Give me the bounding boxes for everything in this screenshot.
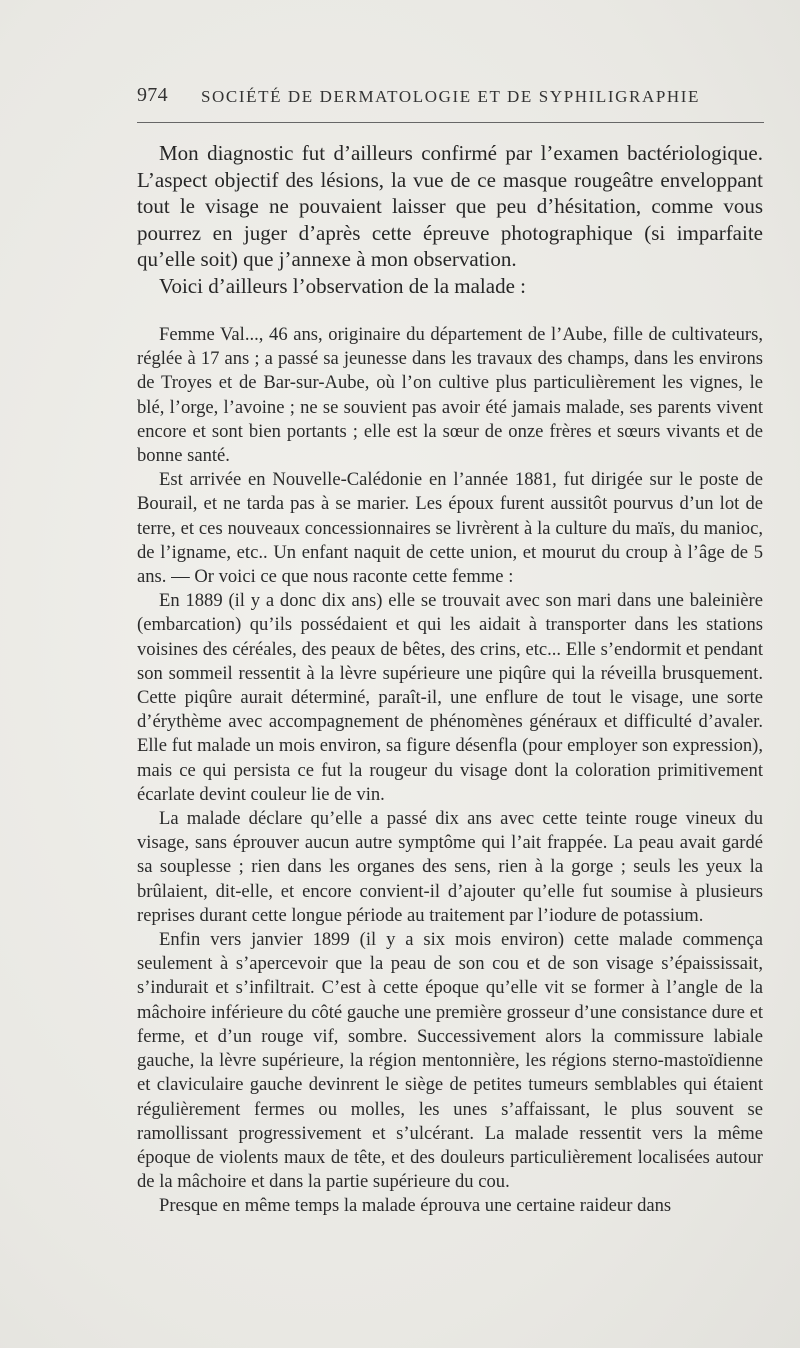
paragraph-diagnosis: Mon diagnostic fut d’ailleurs confirmé par l’examen bactériologique. L’aspect objectif des lésions, la vue de ce masque rougeâtre enveloppant tout le visage ne pouvaient laisser que peu d’hésitation, comme vous pourrez en juger d’après cette épreuve photographique (si imparfaite qu’elle soit) que j’annexe à mon observation. (137, 141, 763, 271)
body-text (137, 140, 763, 1219)
paragraph-arrival: Est arrivée en Nouvelle-Calédonie en l’année 1881, fut dirigée sur le poste de Bourail, et ne tarda pas à se marier. Les époux furent aussitôt pourvus d’un lot de terre, et ces nouveaux concessionnaires se livrèrent à la culture du maïs, du manioc, de l’igname, etc.. Un enfant naquit de cette union, et mourut du croup à l’âge de 5 ans. — Or voici ce que nous raconte cette femme : (137, 469, 763, 588)
paragraph-patient-history: Femme Val..., 46 ans, originaire du département de l’Aube, fille de cultivateurs, réglée à 17 ans ; a passé sa jeunesse dans les travaux des champs, dans les environs de Troyes et de Bar-sur-Aube, où l’on cultive plus particulièrement les vignes, le blé, l’orge, l’avoine ; ne se souvient pas avoir été jamais malade, ses parents vivent encore et sont bien portants ; elle est la sœur de onze frères et sœurs vivants et de bonne santé. (137, 324, 763, 467)
paragraph-observation-intro: Voici d’ailleurs l’observation de la malade : (159, 273, 526, 298)
section-gap (137, 299, 763, 323)
page-header (137, 80, 763, 108)
paragraph-stiffness: Presque en même temps la malade éprouva une certaine raideur dans (159, 1195, 672, 1217)
paragraph-ten-years: La malade déclare qu’elle a passé dix ans avec cette teinte rouge vineux du visage, sans éprouver aucun autre symptôme qui l’ait frappée. La peau avait gardé sa souplesse ; rien dans les organes des sens, rien à la gorge ; seuls les yeux la brûlaient, dit-elle, et encore convient-il d’ajouter qu’elle fut soumise à plusieurs reprises durant cette longue période au traitement par l’iodure de potassium. (137, 808, 763, 926)
header-rule (137, 122, 764, 123)
paragraph-1889-event: En 1889 (il y a donc dix ans) elle se trouvait avec son mari dans une baleinière (embarcation) qu’ils possédaient et qui les aidait à transporter dans les stations voisines des céréales, des peaux de bêtes, des crins, etc... Elle s’endormit et pendant son sommeil ressentit à la lèvre supérieure une piqûre qui la réveilla brusquement. Cette piqûre aurait déterminé, paraît-il, une enflure de tout le visage, une sorte d’érythème avec accompagnement de phénomènes généraux et difficulté d’avaler. Elle fut malade un mois environ, sa figure désenfla (pour employer son expression), mais ce qui persista ce fut la rougeur du visage dont la coloration primitivement écarlate devint couleur lie de vin. (137, 590, 763, 805)
running-title: SOCIÉTÉ DE DERMATOLOGIE ET DE SYPHILIGRAPHIE (201, 87, 701, 106)
paragraph-1899-onset: Enfin vers janvier 1899 (il y a six mois environ) cette malade commença seulement à s’apercevoir que la peau de son cou et de son visage s’épaississait, s’indurait et s’infiltrait. C’est à cette époque qu’elle vit se former à l’angle de la mâchoire inférieure du côté gauche une première grosseur d’une consistance dure et ferme, et d’un rouge vif, sombre. Successivement alors la commissure labiale gauche, la lèvre supérieure, la région mentonnière, les régions sterno-mastoïdienne et claviculaire gauche devinrent le siège de petites tumeurs semblables qui étaient régulièrement fermes ou molles, les unes s’affaissant, le plus souvent se ramollissant progressivement et s’ulcérant. La malade ressentit vers la même époque de violents maux de tête, et des douleurs particulièrement localisées autour de la mâchoire et dans la partie supérieure du cou. (137, 929, 763, 1193)
page-number: 974 (137, 84, 168, 106)
